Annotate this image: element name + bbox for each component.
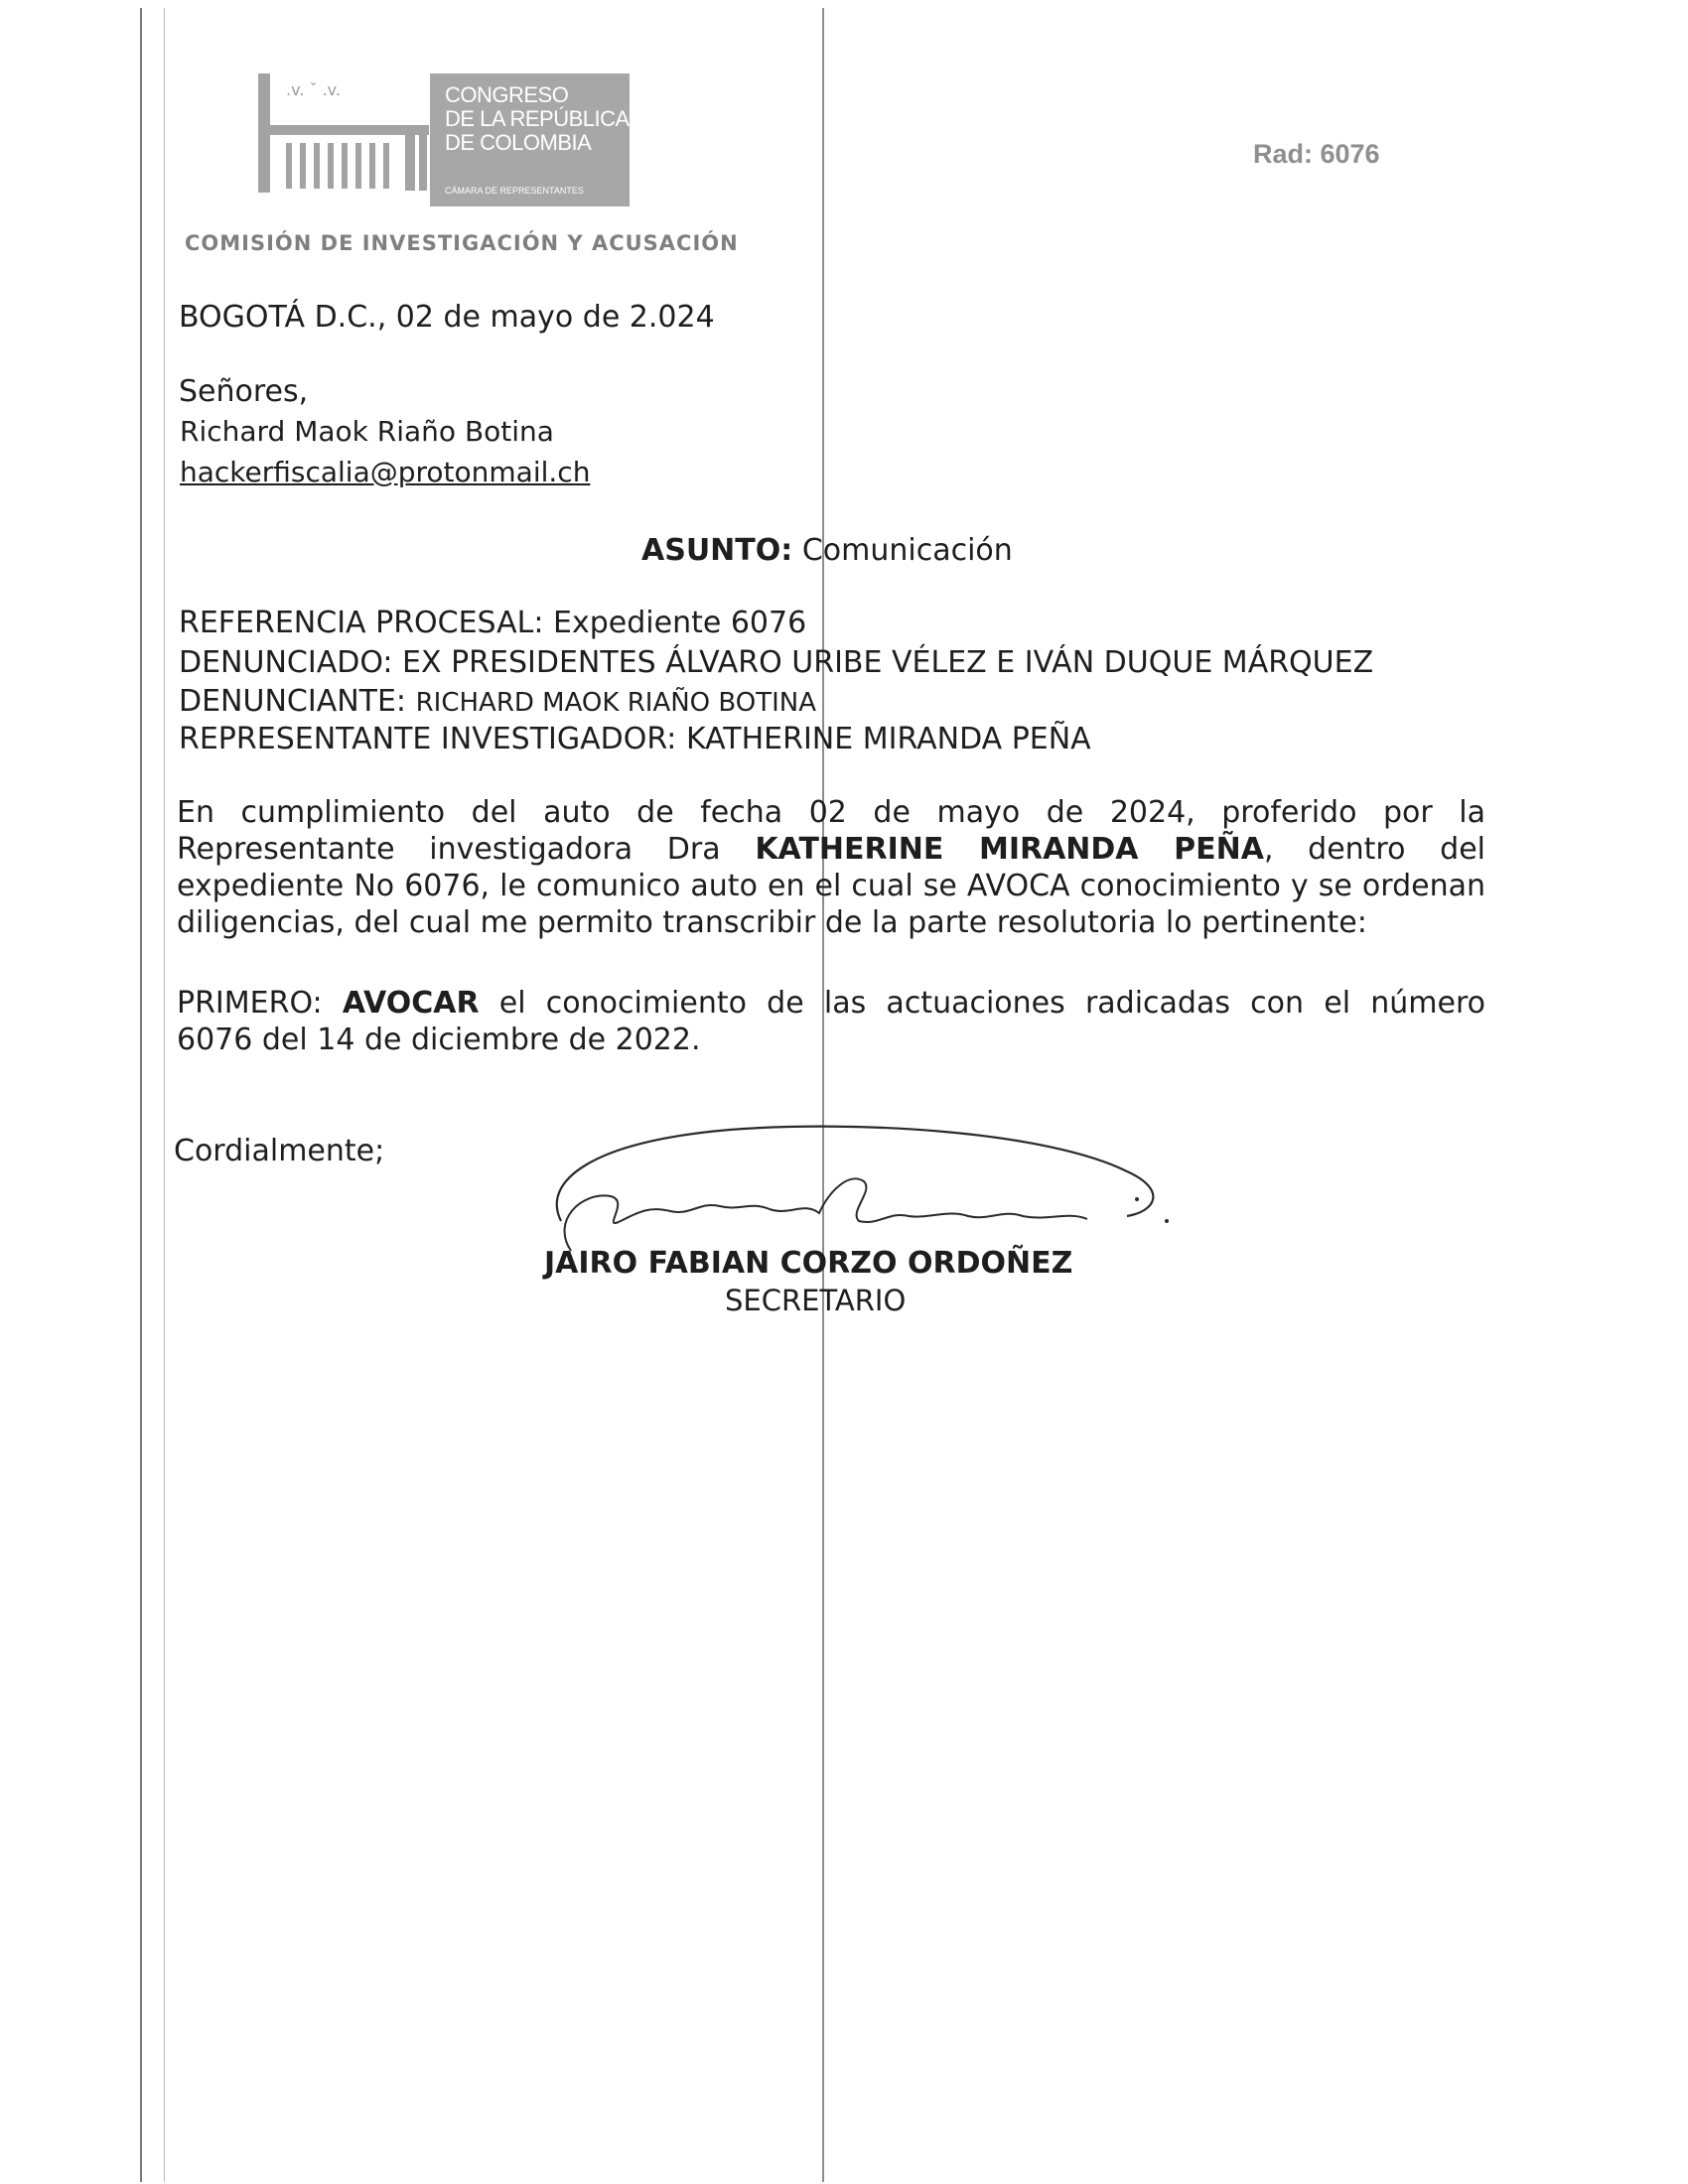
subject-label: ASUNTO: [641, 533, 793, 568]
body-line-2-after: , dentro del [1263, 832, 1485, 867]
subject-value: Comunicación [801, 533, 1013, 568]
body-line-4: diligencias, del cual me permito transcribir de la parte resolutoria lo pertinente: [177, 905, 1367, 940]
salutation: Señores, [179, 374, 309, 409]
recipient-email[interactable]: hackerfiscalia@protonmail.ch [180, 456, 591, 488]
resolution-line-2: 6076 del 14 de diciembre de 2022. [177, 1023, 701, 1057]
body-line-2 [177, 831, 1485, 868]
commission-title: COMISIÓN DE INVESTIGACIÓN Y ACUSACIÓN [185, 231, 739, 255]
scan-edge-line [140, 8, 142, 2182]
svg-text:.v. ˇ .v.: .v. ˇ .v. [286, 80, 341, 99]
radicado-number: Rad: 6076 [1253, 139, 1380, 169]
resolution-line-1 [177, 985, 1485, 1022]
reference-denunciado: DENUNCIADO: EX PRESIDENTES ÁLVARO URIBE VÉLEZ E IVÁN DUQUE MÁRQUEZ [179, 645, 1374, 680]
body-paragraph [177, 794, 1485, 941]
logo-line-1: CONGRESO [445, 82, 569, 107]
signer-role: SECRETARIO [725, 1284, 907, 1317]
handwritten-signature [531, 1102, 1216, 1261]
recipient-name: Richard Maok Riaño Botina [180, 415, 554, 448]
complainant-label: DENUNCIANTE: [179, 684, 407, 719]
body-line-3: expediente No 6076, le comunico auto en el cual se AVOCA conocimiento y se ordenan [177, 869, 1485, 903]
subject-line [641, 533, 1013, 568]
congress-logo [256, 73, 630, 206]
body-line-2-before: Representante investigadora Dra [177, 832, 721, 867]
scan-fold-line [822, 8, 824, 2182]
logo-line-4: CÁMARA DE REPRESENTANTES [445, 186, 584, 196]
letter-date: BOGOTÁ D.C., 02 de mayo de 2.024 [179, 300, 715, 335]
reference-investigador: REPRESENTANTE INVESTIGADOR: KATHERINE MIRANDA PEÑA [179, 722, 1091, 756]
logo-line-3: DE COLOMBIA [445, 130, 592, 155]
investigator-name-bold: KATHERINE MIRANDA PEÑA [755, 832, 1264, 867]
signer-name: JAIRO FABIAN CORZO ORDOÑEZ [544, 1246, 1073, 1281]
reference-procesal: REFERENCIA PROCESAL: Expediente 6076 [179, 606, 807, 640]
resolution-bold: AVOCAR [342, 986, 480, 1021]
reference-denunciante [179, 684, 816, 719]
resolution-line-1-after: el conocimiento de las actuaciones radicadas con el número [498, 986, 1485, 1021]
resolution-paragraph [177, 985, 1485, 1058]
resolution-label: PRIMERO: [177, 986, 323, 1021]
complainant-value: RICHARD MAOK RIAÑO BOTINA [415, 688, 817, 718]
logo-line-2: DE LA REPÚBLICA [445, 106, 630, 131]
capitol-building-icon [256, 73, 430, 206]
scan-margin-line [164, 8, 165, 2182]
body-line-1: En cumplimiento del auto de fecha 02 de mayo de 2024, proferido por la [177, 795, 1485, 830]
closing: Cordialmente; [174, 1134, 385, 1168]
